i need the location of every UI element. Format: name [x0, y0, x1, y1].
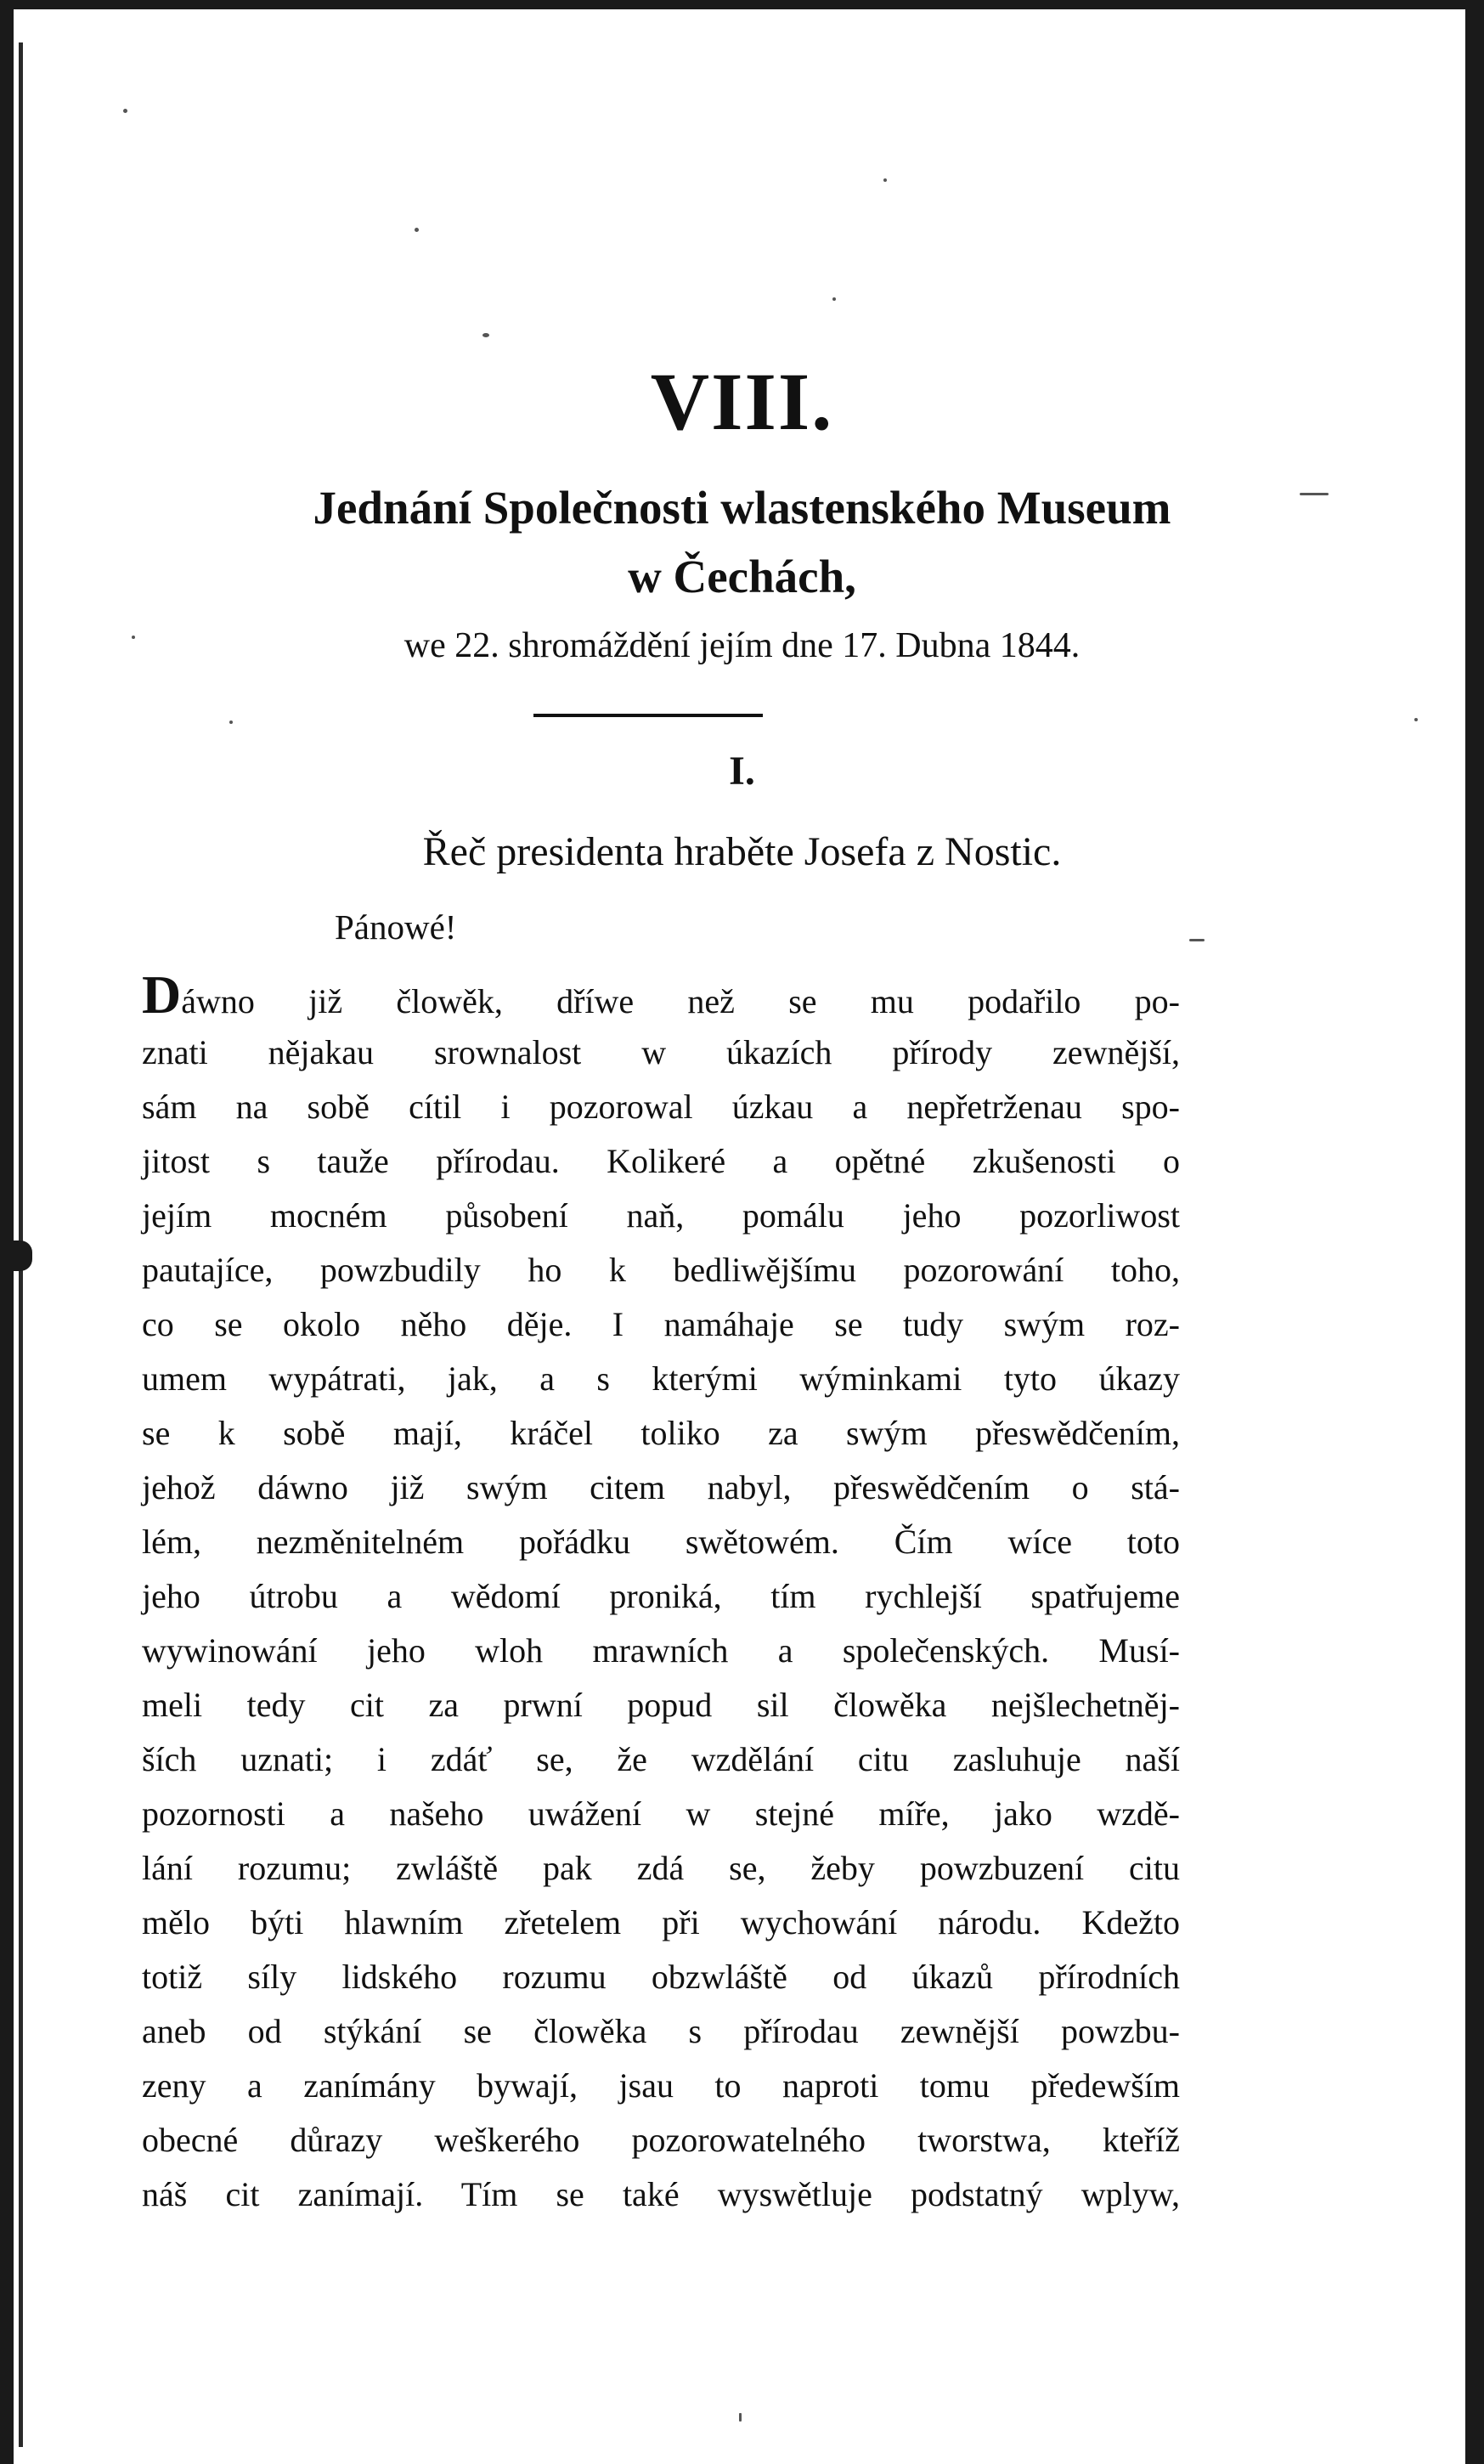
chapter-subtitle: we 22. shromáždění jejím dne 17. Dubna 1844. [403, 626, 1081, 665]
salutation: Pánowé! [335, 907, 457, 947]
body-line: meli tedy cit za prwní popud sil člowěka nejšlechetněj- [142, 1686, 1180, 1724]
scan-border-top [0, 0, 1484, 9]
body-line: jejím mocném působení naň, pomálu jeho pozorliwost [142, 1196, 1180, 1235]
scan-speck [739, 2413, 742, 2422]
chapter-number: VIII. [650, 356, 834, 447]
body-line: jeho útrobu a wědomí proniká, tím rychlejší spatřujeme [142, 1577, 1180, 1615]
body-line: lém, nezměnitelném pořádku swětowém. Čím wíce toto [142, 1523, 1180, 1561]
body-line: zeny a zanímány bywají, jsau to naproti tomu předewším [142, 2066, 1180, 2105]
body-line: lání rozumu; zwláště pak zdá se, žeby powzbuzení citu [142, 1849, 1180, 1887]
scan-speck [415, 228, 419, 232]
scan-speck [1189, 939, 1205, 941]
body-line: Dáwno již člowěk, dříwe než se mu podařilo po- [142, 964, 1180, 1025]
body-line: jitost s tauže přírodau. Kolikeré a opětné zkušenosti o [142, 1142, 1180, 1180]
body-line: totiž síly lidského rozumu obzwláště od úkazů přírodních [142, 1958, 1180, 1996]
body-line: náš cit zanímají. Tím se také wyswětluje podstatný wplyw, [142, 2175, 1180, 2213]
scan-speck [1414, 718, 1418, 721]
body-line: sám na sobě cítil i pozorowal úzkau a nepřetrženau spo- [142, 1088, 1180, 1126]
body-line: umem wypátrati, jak, a s kterými wýminkami tyto úkazy [142, 1359, 1180, 1398]
body-line: obecné důrazy weškerého pozorowatelného tworstwa, kteříž [142, 2121, 1180, 2159]
body-line: znati nějakau srownalost w úkazích přírody zewnější, [142, 1033, 1180, 1071]
body-line: se k sobě mají, kráčel toliko za swým přeswědčením, [142, 1414, 1180, 1452]
scan-speck [482, 333, 489, 337]
body-line: wywinowání jeho wloh mrawních a společenských. Musí- [142, 1631, 1180, 1670]
scan-speck [123, 109, 127, 113]
section-title: Řeč presidenta hraběte Josefa z Nostic. [422, 829, 1062, 874]
scan-speck [832, 297, 836, 301]
body-line: ších uznati; i zdáť se, že wzdělání citu zasluhuje naší [142, 1740, 1180, 1778]
drop-cap: D [142, 964, 182, 1025]
binding-mark [8, 1240, 32, 1271]
section-number: I. [729, 749, 755, 794]
body-line: pozornosti a našeho uwážení w stejné míře, jako wzdě- [142, 1794, 1180, 1833]
section-divider [533, 714, 763, 717]
body-line: aneb od stýkání se člowěka s přírodau zewnější powzbu- [142, 2012, 1180, 2050]
body-line: mělo býti hlawním zřetelem při wychowání národu. Kdežto [142, 1903, 1180, 1941]
body-line: jehož dáwno již swým citem nabyl, přeswědčením o stá- [142, 1468, 1180, 1506]
body-line: pautajíce, powzbudily ho k bedliwějšímu pozorowání toho, [142, 1251, 1180, 1289]
scan-speck [229, 721, 233, 724]
body-paragraph [142, 964, 1180, 2222]
scan-speck [883, 178, 887, 182]
chapter-title-line-2: w Čechách, [628, 551, 856, 602]
chapter-title-line-1: Jednání Společnosti wlastenského Museum [313, 482, 1171, 534]
body-line: co se okolo něho děje. I namáhaje se tudy swým roz- [142, 1305, 1180, 1343]
